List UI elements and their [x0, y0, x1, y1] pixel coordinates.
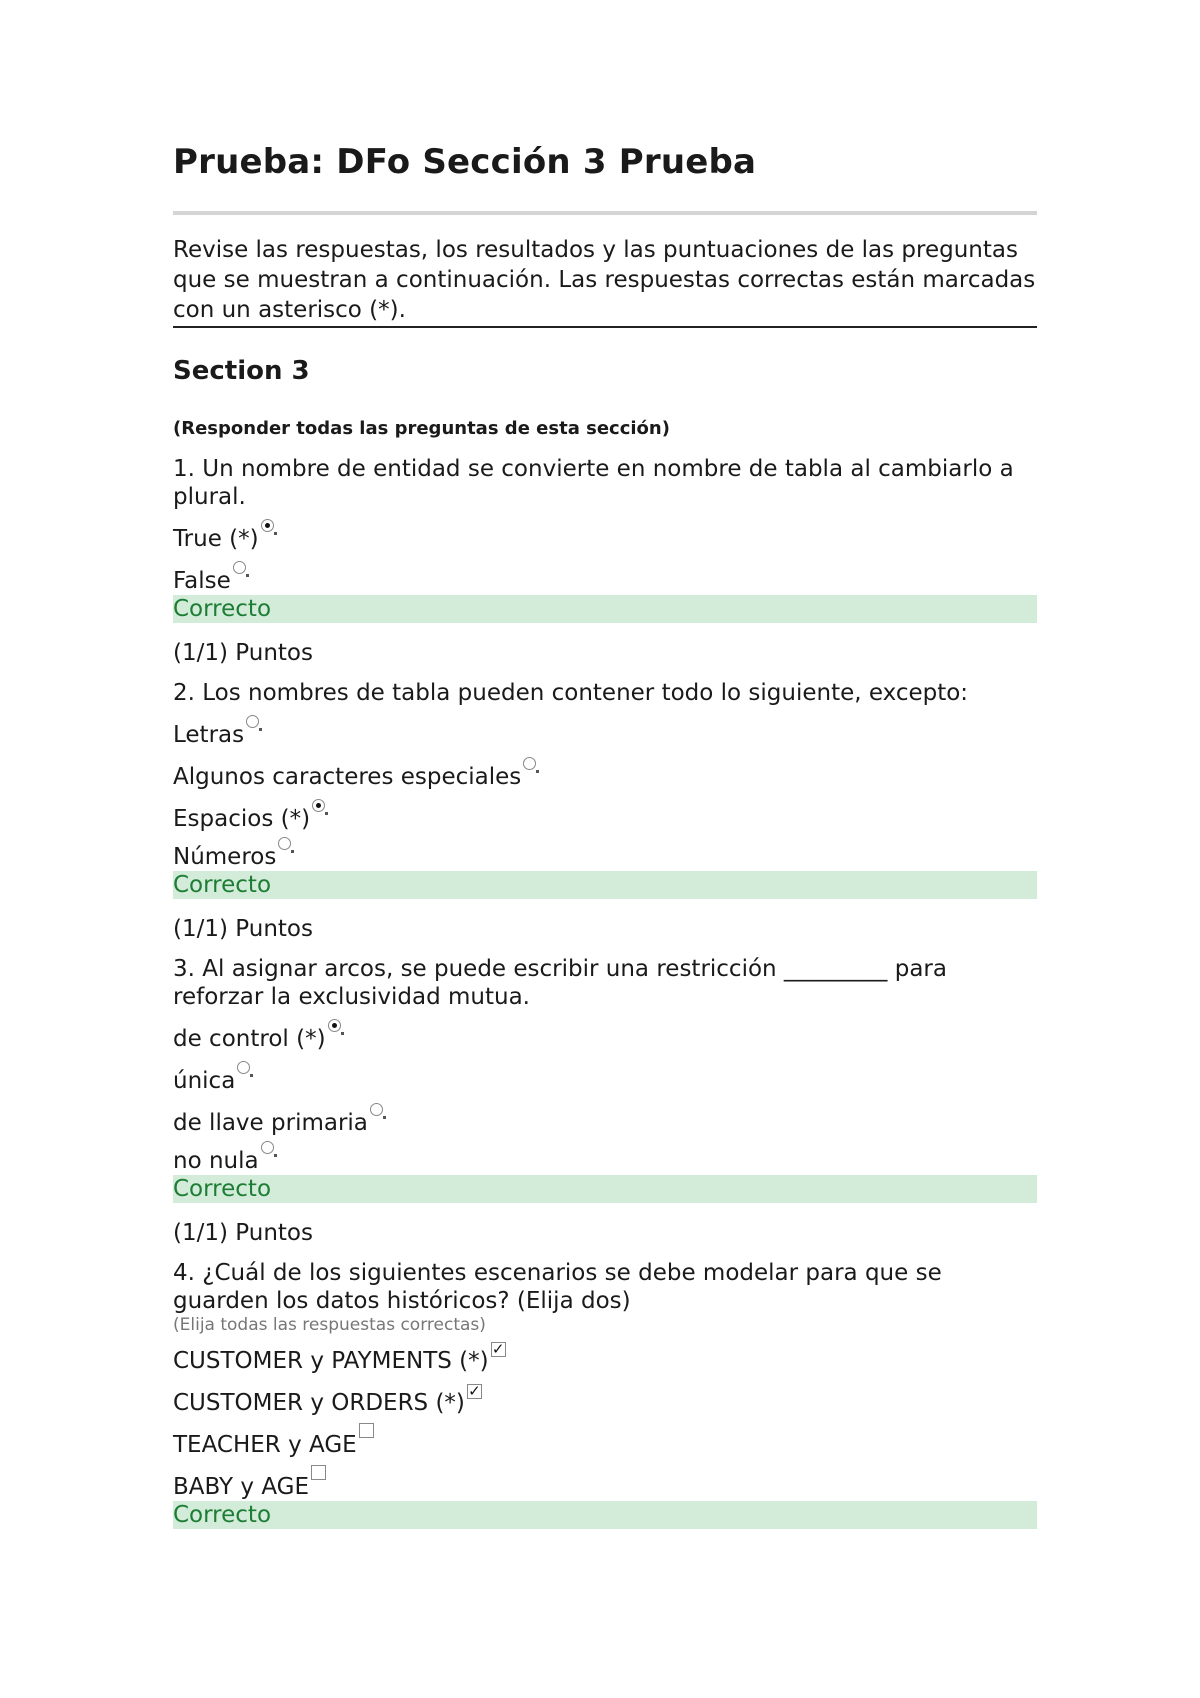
- question-text: 2. Los nombres de tabla pueden contener todo lo siguiente, excepto:: [173, 680, 969, 706]
- answer-option: [173, 843, 1037, 871]
- answer-label: Espacios (*): [173, 806, 311, 832]
- answer-label: de control (*): [173, 1026, 326, 1052]
- section-heading: Section 3: [173, 356, 310, 386]
- answer-option: [173, 525, 1037, 553]
- answer-option: [173, 1025, 1037, 1053]
- question-3: [173, 955, 1037, 1247]
- answer-label: Números: [173, 844, 277, 870]
- checkbox-checked-icon[interactable]: ✓: [468, 1382, 481, 1400]
- answer-label: Letras: [173, 722, 245, 748]
- answer-option: [173, 1067, 1037, 1095]
- radio-icon[interactable]: [233, 561, 246, 574]
- result-correct: Correcto: [173, 1501, 1037, 1529]
- result-correct: Correcto: [173, 595, 1037, 623]
- answer-option: [173, 805, 1037, 833]
- answer-option: [173, 1340, 1037, 1375]
- radio-icon[interactable]: [370, 1103, 383, 1116]
- points: (1/1) Puntos: [173, 1220, 313, 1246]
- answer-option: [173, 721, 1037, 749]
- section-instructions: (Responder todas las preguntas de esta sección): [173, 418, 670, 439]
- question-hint: (Elija todas las respuestas correctas): [173, 1315, 486, 1335]
- radio-icon[interactable]: [523, 757, 536, 770]
- intro-text: Revise las respuestas, los resultados y las puntuaciones de las preguntas que se muestran a continuación. Las respuestas correctas están marcadas con un asterisco (*).: [173, 235, 1037, 328]
- checkbox-checked-icon[interactable]: ✓: [491, 1340, 505, 1358]
- radio-icon[interactable]: [278, 837, 291, 850]
- question-text: 4. ¿Cuál de los siguientes escenarios se debe modelar para que se guarden los datos históricos? (Elija dos): [173, 1260, 942, 1314]
- quiz-page: [173, 142, 1037, 1529]
- title-divider: [173, 211, 1037, 215]
- radio-checked-icon[interactable]: [328, 1019, 341, 1032]
- answer-option: [173, 763, 1037, 791]
- checkbox-icon[interactable]: [311, 1465, 326, 1480]
- answer-label: TEACHER y AGE: [173, 1432, 357, 1458]
- radio-checked-icon[interactable]: [312, 799, 325, 812]
- points: (1/1) Puntos: [173, 916, 313, 942]
- answer-label: CUSTOMER y ORDERS (*): [173, 1390, 465, 1416]
- answer-option: [173, 1473, 1037, 1501]
- radio-icon[interactable]: [237, 1061, 250, 1074]
- result-correct: Correcto: [173, 1175, 1037, 1203]
- answer-label: CUSTOMER y PAYMENTS (*): [173, 1348, 489, 1374]
- points: (1/1) Puntos: [173, 640, 313, 666]
- answer-option: [173, 1109, 1037, 1137]
- answer-label: no nula: [173, 1148, 259, 1174]
- answer-label: True (*): [173, 526, 259, 552]
- answer-label: False: [173, 568, 231, 594]
- question-text: 3. Al asignar arcos, se puede escribir una restricción _________ para reforzar la exclusividad mutua.: [173, 956, 947, 1010]
- question-text: 1. Un nombre de entidad se convierte en nombre de tabla al cambiarlo a plural.: [173, 456, 1014, 510]
- answer-option: [173, 1382, 1037, 1417]
- answer-label: BABY y AGE: [173, 1474, 310, 1500]
- question-4: [173, 1259, 1037, 1529]
- question-2: [173, 679, 1037, 943]
- radio-checked-icon[interactable]: [261, 519, 274, 532]
- answer-option: [173, 1147, 1037, 1175]
- question-1: [173, 455, 1037, 667]
- answer-option: [173, 567, 1037, 595]
- answer-label: Algunos caracteres especiales: [173, 764, 522, 790]
- page-title: Prueba: DFo Sección 3 Prueba: [173, 142, 757, 182]
- radio-icon[interactable]: [246, 715, 259, 728]
- answer-label: única: [173, 1068, 236, 1094]
- answer-label: de llave primaria: [173, 1110, 368, 1136]
- result-correct: Correcto: [173, 871, 1037, 899]
- answer-option: [173, 1431, 1037, 1459]
- checkbox-icon[interactable]: [359, 1423, 374, 1438]
- radio-icon[interactable]: [261, 1141, 274, 1154]
